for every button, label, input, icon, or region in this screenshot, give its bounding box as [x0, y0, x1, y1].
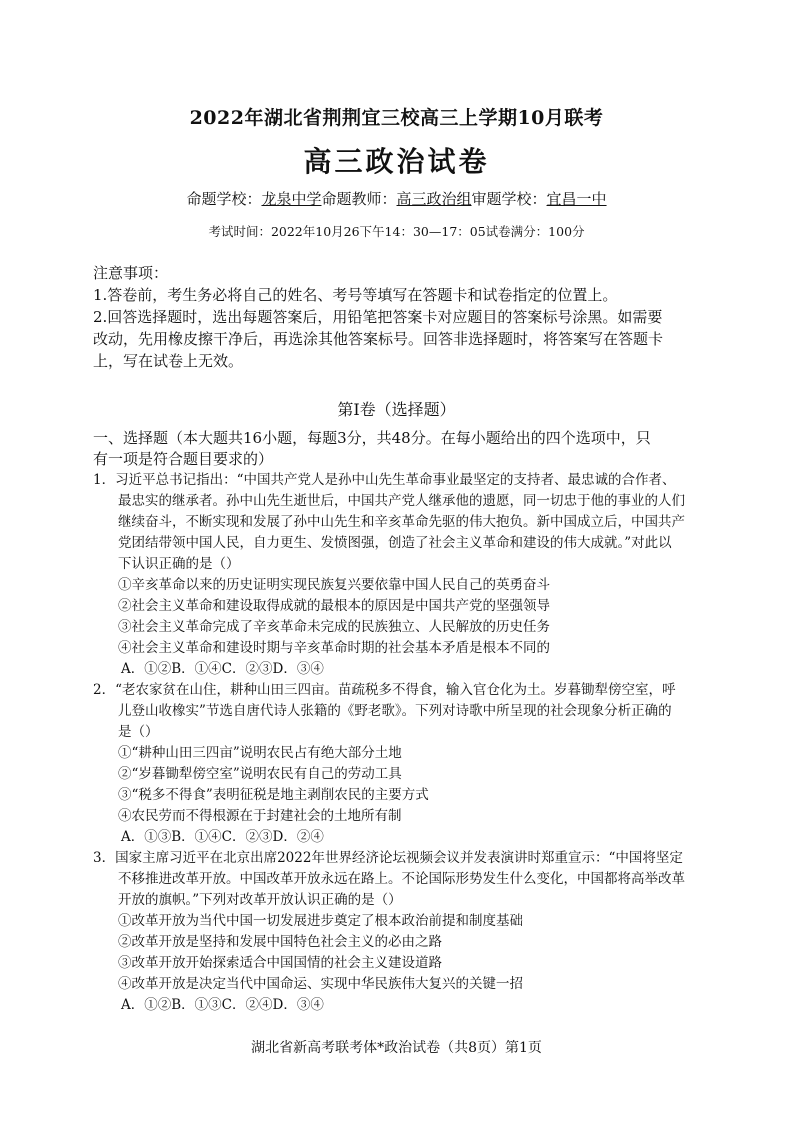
- question-answers: A．①③B．①④C．②③D．②④: [121, 829, 324, 845]
- question-option: ④改革开放是决定当代中国命运、实现中华民族伟大复兴的关键一招: [118, 976, 523, 992]
- notes-item: 改动，先用橡皮擦干净后，再选涂其他答案标号。回答非选择题时，将答案写在答题卡: [93, 330, 664, 348]
- question-stem-line: 1．习近平总书记指出：“中国共产党人是孙中山先生革命事业最坚定的支持者、最忠诚的合作者、: [93, 472, 676, 488]
- question-stem-line: 下认识正确的是（）: [118, 556, 240, 572]
- question-stem-line: 党团结带领中国人民，自力更生、发愤图强，创造了社会主义革命和建设的伟大成就。”对此以: [118, 535, 672, 551]
- school-label: 命题学校：: [186, 190, 262, 208]
- question-option: ②社会主义革命和建设取得成就的最根本的原因是中国共产党的坚强领导: [118, 598, 550, 614]
- question-option: ③社会主义革命完成了辛亥革命未完成的民族独立、人民解放的历史任务: [118, 619, 550, 635]
- question-option: ③改革开放开始探索适合中国国情的社会主义建设道路: [118, 955, 442, 971]
- question-stem-line: 继续奋斗，不断实现和发展了孙中山先生和辛亥革命先驱的伟大抱负。新中国成立后，中国共产: [118, 514, 685, 530]
- review-school-name: 宜昌一中: [546, 190, 607, 208]
- exam-subtitle: 高三政治试卷: [303, 145, 490, 178]
- question-stem-line: 最忠实的继承者。孙中山先生逝世后，中国共产党人继承他的遗愿，同一切忠于他的事业的人们: [118, 493, 685, 509]
- question-option: ③“税多不得食”表明征税是地主剥削农民的主要方式: [118, 787, 429, 803]
- question-3: [93, 848, 705, 1016]
- question-option: ④社会主义革命和建设时期与辛亥革命时期的社会基本矛盾是根本不同的: [118, 640, 550, 656]
- exam-time: 考试时间：2022年10月26下午14：30—17：05试卷满分：100分: [208, 224, 585, 239]
- question-stem-line: 2．“老农家贫在山住，耕种山田三四亩。苗疏税多不得食，输入官仓化为土。岁暮锄犁傍空室，呼: [93, 682, 676, 698]
- question-stem-line: 儿登山收橡实”节选自唐代诗人张籍的《野老歌》。下列对诗歌中所呈现的社会现象分析正确的: [118, 703, 672, 719]
- page-footer: 湖北省新高考联考体*政治试卷（共8页）第1页: [251, 1040, 542, 1056]
- section-title: 第Ⅰ卷（选择题）: [337, 400, 456, 419]
- teacher-label: 命题教师：: [321, 190, 397, 208]
- question-stem-line: 开放的旗帜。”下列对改革开放认识正确的是（）: [118, 892, 402, 908]
- intro-line: 有一项是符合题目要求的）: [93, 450, 274, 468]
- question-2: [93, 680, 705, 848]
- question-answers: A．①②B．①③C．②④D．③④: [121, 997, 324, 1013]
- question-option: ①辛亥革命以来的历史证明实现民族复兴要依靠中国人民自己的英勇奋斗: [118, 577, 550, 593]
- notes-item: 上，写在试卷上无效。: [93, 352, 244, 370]
- notes-block: [93, 262, 705, 372]
- exam-title: 2022年湖北省荆荆宜三校高三上学期10月联考: [189, 107, 604, 129]
- question-1: [93, 470, 705, 680]
- question-option: ②“岁暮锄犁傍空室”说明农民有自己的劳动工具: [118, 766, 402, 782]
- review-label: 审题学校：: [471, 190, 547, 208]
- notes-item: 2.回答选择题时，选出每题答案后，用铅笔把答案卡对应题目的答案标号涂黑。如需要: [93, 308, 663, 326]
- question-option: ①“耕种山田三四亩”说明农民占有绝大部分土地: [118, 745, 402, 761]
- question-option: ②改革开放是坚持和发展中国特色社会主义的必由之路: [118, 934, 442, 950]
- notes-heading: 注意事项：: [93, 264, 169, 282]
- question-option: ④农民劳而不得根源在于封建社会的土地所有制: [118, 808, 402, 824]
- question-answers: A．①②B．①④C．②③D．③④: [121, 661, 324, 677]
- school-name: 龙泉中学: [261, 190, 322, 208]
- question-stem-line: 是（）: [118, 724, 159, 740]
- exam-meta: [0, 188, 793, 209]
- section-intro: [93, 428, 705, 470]
- question-option: ①改革开放为当代中国一切发展进步奠定了根本政治前提和制度基础: [118, 913, 523, 929]
- intro-line: 一、选择题（本大题共16小题，每题3分，共48分。在每小题给出的四个选项中，只: [93, 429, 651, 447]
- question-stem-line: 不移推进改革开放。中国改革开放永远在路上。不论国际形势发生什么变化，中国都将高举改革: [118, 871, 685, 887]
- teacher-name: 高三政治组: [396, 190, 472, 208]
- question-stem-line: 3．国家主席习近平在北京出席2022年世界经济论坛视频会议并发表演讲时郑重宣示：“中国将坚定: [93, 850, 683, 866]
- notes-item: 1.答卷前，考生务必将自己的姓名、考号等填写在答题卡和试卷指定的位置上。: [93, 286, 618, 304]
